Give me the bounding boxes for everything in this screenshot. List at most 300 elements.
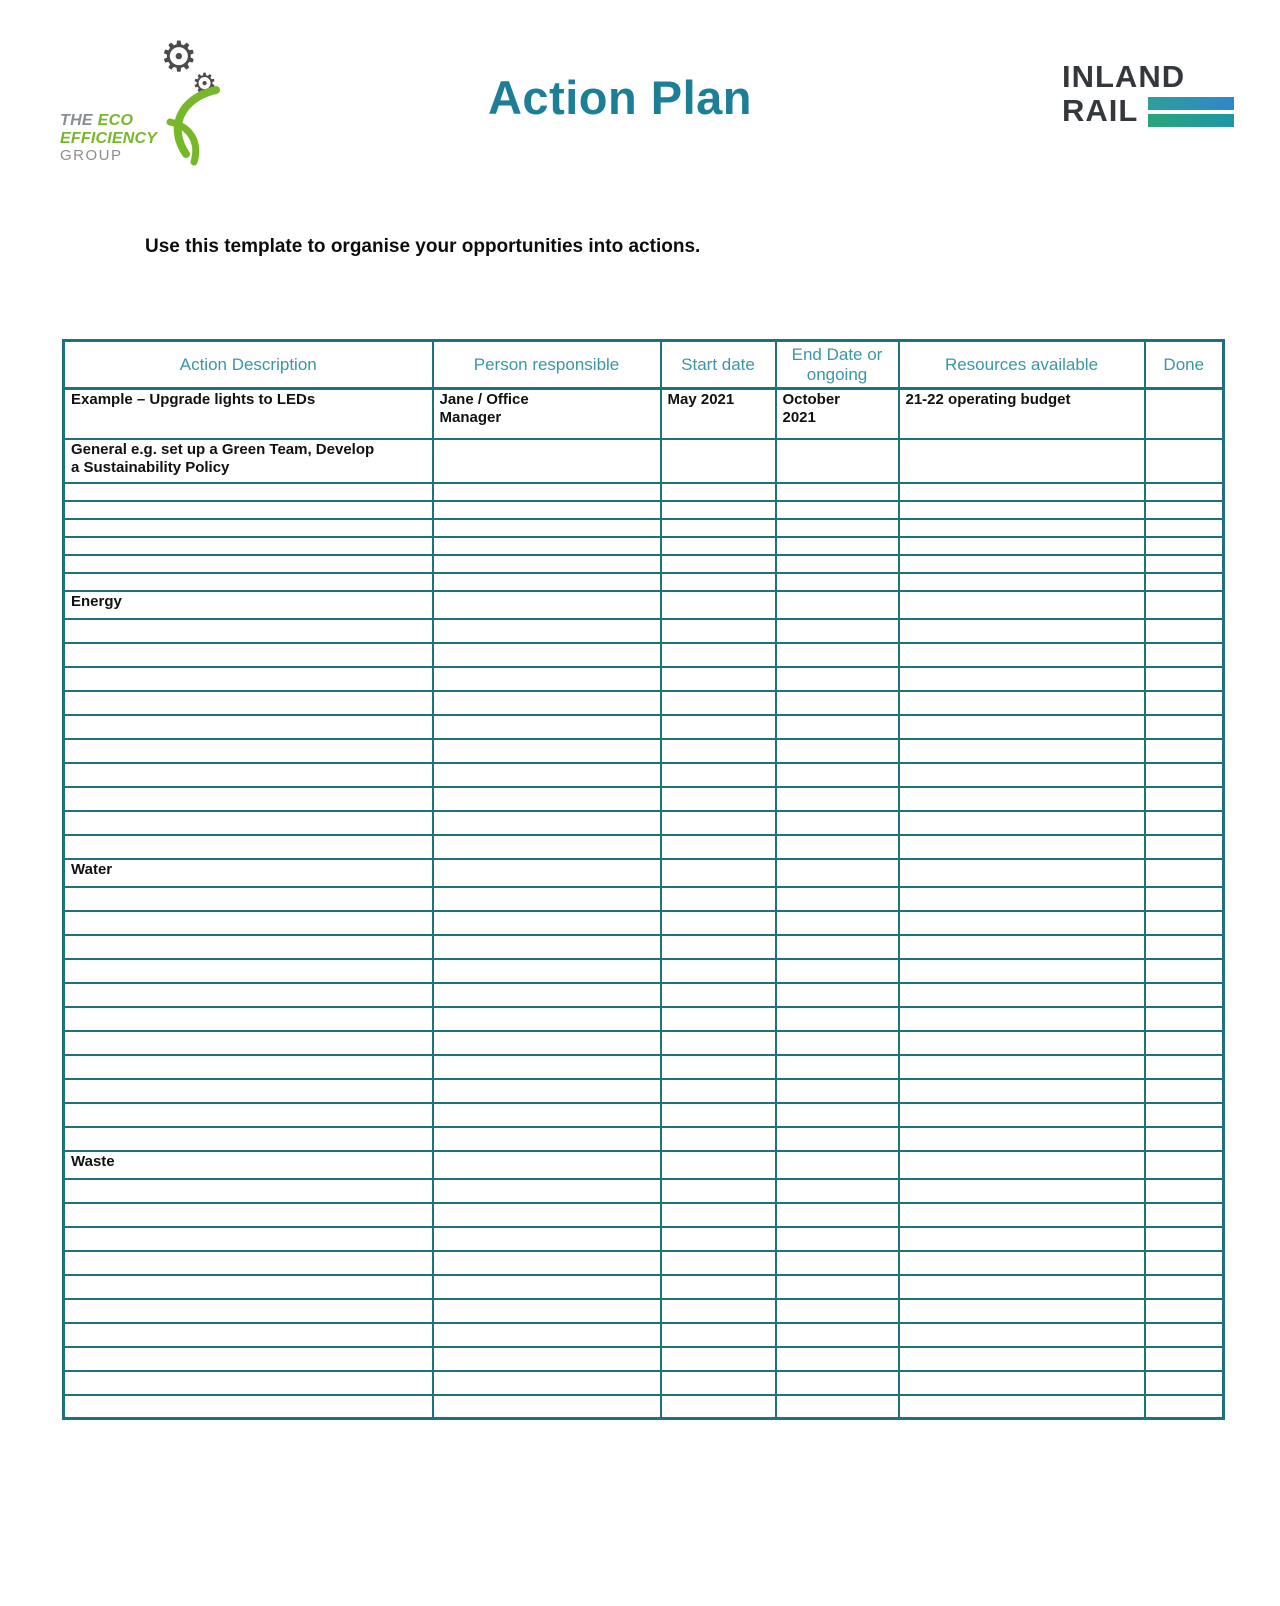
example-row — [64, 389, 1224, 439]
empty-cell — [899, 983, 1145, 1007]
empty-cell — [776, 1079, 899, 1103]
empty-cell — [776, 1323, 899, 1347]
empty-cell — [661, 715, 776, 739]
general-action-text: General e.g. set up a Green Team, Develop a Sustainability Policy — [71, 440, 375, 476]
empty-cell — [899, 763, 1145, 787]
empty-cell — [1145, 1299, 1224, 1323]
section-label-waste: Waste — [64, 1151, 433, 1179]
empty-cell — [661, 1007, 776, 1031]
empty-cell — [433, 483, 661, 501]
empty-cell — [433, 1179, 661, 1203]
empty-cell — [899, 811, 1145, 835]
empty-cell — [433, 1007, 661, 1031]
empty-cell — [661, 1227, 776, 1251]
empty-cell — [1145, 787, 1224, 811]
empty-cell — [661, 667, 776, 691]
empty-cell — [661, 1395, 776, 1419]
empty-cell — [661, 739, 776, 763]
empty-cell — [661, 1371, 776, 1395]
table-row — [64, 573, 1224, 591]
table-row — [64, 1347, 1224, 1371]
empty-cell — [1145, 483, 1224, 501]
empty-cell — [1145, 555, 1224, 573]
empty-cell — [661, 483, 776, 501]
inland-rail-bars-icon — [1148, 97, 1234, 127]
empty-cell — [433, 619, 661, 643]
empty-cell — [776, 643, 899, 667]
empty-cell — [661, 591, 776, 619]
empty-cell — [64, 1179, 433, 1203]
eco-logo-group: GROUP — [60, 146, 123, 164]
empty-cell — [776, 763, 899, 787]
empty-cell — [64, 1251, 433, 1275]
empty-cell — [64, 1103, 433, 1127]
empty-cell — [899, 887, 1145, 911]
empty-cell — [899, 1371, 1145, 1395]
column-header-end-date: End Date or ongoing — [776, 341, 899, 389]
inland-rail-bar-top — [1148, 97, 1234, 110]
empty-cell — [899, 715, 1145, 739]
empty-cell — [661, 959, 776, 983]
empty-cell — [433, 667, 661, 691]
empty-cell — [433, 555, 661, 573]
section-row-energy — [64, 591, 1224, 619]
empty-cell — [661, 691, 776, 715]
section-row-water — [64, 859, 1224, 887]
empty-cell — [64, 835, 433, 859]
empty-cell — [1145, 835, 1224, 859]
empty-cell — [433, 1323, 661, 1347]
empty-cell — [899, 1227, 1145, 1251]
empty-cell — [1145, 1323, 1224, 1347]
empty-cell — [433, 501, 661, 519]
empty-cell — [433, 691, 661, 715]
empty-cell — [899, 1151, 1145, 1179]
empty-cell — [899, 483, 1145, 501]
empty-cell — [776, 667, 899, 691]
empty-cell — [433, 1251, 661, 1275]
empty-cell — [433, 715, 661, 739]
empty-cell — [1145, 959, 1224, 983]
empty-cell — [899, 911, 1145, 935]
empty-cell — [433, 1203, 661, 1227]
instruction-text: Use this template to organise your opportunities into actions. — [145, 236, 701, 257]
empty-cell — [899, 439, 1145, 483]
table-row — [64, 1251, 1224, 1275]
table-row — [64, 887, 1224, 911]
empty-cell — [433, 1275, 661, 1299]
table-row — [64, 1227, 1224, 1251]
inland-rail-logo — [1062, 60, 1234, 128]
general-action-cell — [64, 439, 433, 483]
empty-cell — [776, 811, 899, 835]
empty-cell — [1145, 1227, 1224, 1251]
empty-cell — [64, 1323, 433, 1347]
empty-cell — [899, 591, 1145, 619]
empty-cell — [776, 1151, 899, 1179]
column-header-person-responsible: Person responsible — [433, 341, 661, 389]
empty-cell — [776, 1031, 899, 1055]
empty-cell — [64, 1007, 433, 1031]
empty-cell — [433, 983, 661, 1007]
empty-cell — [776, 911, 899, 935]
empty-cell — [899, 787, 1145, 811]
table-row — [64, 483, 1224, 501]
table-row — [64, 537, 1224, 555]
empty-cell — [661, 537, 776, 555]
empty-cell — [661, 1323, 776, 1347]
empty-cell — [1145, 1275, 1224, 1299]
empty-cell — [776, 573, 899, 591]
empty-cell — [433, 1127, 661, 1151]
empty-cell — [64, 715, 433, 739]
empty-cell — [1145, 691, 1224, 715]
empty-cell — [64, 983, 433, 1007]
empty-cell — [776, 1251, 899, 1275]
empty-cell — [661, 1127, 776, 1151]
empty-cell — [661, 1151, 776, 1179]
empty-cell — [1145, 935, 1224, 959]
empty-cell — [64, 537, 433, 555]
table-row — [64, 835, 1224, 859]
inland-rail-rail: RAIL — [1062, 93, 1139, 129]
empty-cell — [776, 537, 899, 555]
empty-cell — [1145, 667, 1224, 691]
empty-cell — [433, 859, 661, 887]
empty-cell — [433, 811, 661, 835]
empty-cell — [776, 959, 899, 983]
table-row — [64, 787, 1224, 811]
empty-cell — [64, 1203, 433, 1227]
empty-cell — [1145, 715, 1224, 739]
empty-cell — [1145, 1031, 1224, 1055]
empty-cell — [776, 1055, 899, 1079]
table-row — [64, 1055, 1224, 1079]
empty-cell — [1145, 439, 1224, 483]
empty-cell — [64, 911, 433, 935]
empty-cell — [433, 1299, 661, 1323]
table-row — [64, 911, 1224, 935]
empty-cell — [64, 1395, 433, 1419]
empty-cell — [1145, 537, 1224, 555]
empty-cell — [661, 859, 776, 887]
empty-cell — [1145, 1203, 1224, 1227]
empty-cell — [899, 1299, 1145, 1323]
empty-cell — [433, 1103, 661, 1127]
empty-cell — [433, 1151, 661, 1179]
empty-cell — [433, 1347, 661, 1371]
empty-cell — [661, 1031, 776, 1055]
table-row — [64, 1203, 1224, 1227]
empty-cell — [661, 555, 776, 573]
empty-cell — [1145, 983, 1224, 1007]
empty-cell — [661, 519, 776, 537]
empty-cell — [899, 1323, 1145, 1347]
empty-cell — [776, 691, 899, 715]
empty-cell — [776, 1179, 899, 1203]
empty-cell — [899, 501, 1145, 519]
empty-cell — [1145, 739, 1224, 763]
inland-rail-inland: INLAND — [1062, 59, 1186, 94]
empty-cell — [433, 911, 661, 935]
empty-cell — [899, 935, 1145, 959]
empty-cell — [433, 439, 661, 483]
empty-cell — [776, 1371, 899, 1395]
empty-cell — [661, 573, 776, 591]
table-row — [64, 1031, 1224, 1055]
inland-rail-bar-bottom — [1148, 114, 1234, 127]
empty-cell — [1145, 619, 1224, 643]
empty-cell — [899, 739, 1145, 763]
empty-cell — [433, 763, 661, 787]
empty-cell — [433, 519, 661, 537]
empty-cell — [433, 537, 661, 555]
empty-cell — [64, 1371, 433, 1395]
empty-cell — [1145, 1395, 1224, 1419]
empty-cell — [433, 1227, 661, 1251]
empty-cell — [661, 887, 776, 911]
table-row — [64, 667, 1224, 691]
empty-cell — [1145, 1151, 1224, 1179]
empty-cell — [899, 643, 1145, 667]
empty-cell — [776, 619, 899, 643]
empty-cell — [899, 1103, 1145, 1127]
table-row — [64, 739, 1224, 763]
table-row — [64, 935, 1224, 959]
table-row — [64, 691, 1224, 715]
column-header-action-description: Action Description — [64, 341, 433, 389]
empty-cell — [1145, 501, 1224, 519]
empty-cell — [661, 811, 776, 835]
empty-cell — [899, 959, 1145, 983]
empty-cell — [64, 1275, 433, 1299]
empty-cell — [64, 691, 433, 715]
table-row — [64, 1323, 1224, 1347]
empty-cell — [1145, 1055, 1224, 1079]
table-row — [64, 1395, 1224, 1419]
example-start-cell: May 2021 — [661, 389, 776, 439]
empty-cell — [776, 1347, 899, 1371]
table-header-row — [64, 341, 1224, 389]
empty-cell — [776, 1395, 899, 1419]
empty-cell — [64, 1127, 433, 1151]
empty-cell — [776, 935, 899, 959]
empty-cell — [899, 859, 1145, 887]
empty-cell — [661, 1079, 776, 1103]
empty-cell — [899, 619, 1145, 643]
empty-cell — [64, 643, 433, 667]
empty-cell — [899, 691, 1145, 715]
section-label-water: Water — [64, 859, 433, 887]
table-row — [64, 519, 1224, 537]
empty-cell — [899, 1179, 1145, 1203]
empty-cell — [776, 739, 899, 763]
table-row — [64, 983, 1224, 1007]
table-row — [64, 1079, 1224, 1103]
table-row — [64, 763, 1224, 787]
empty-cell — [899, 1007, 1145, 1031]
column-header-resources-available: Resources available — [899, 341, 1145, 389]
empty-cell — [899, 555, 1145, 573]
empty-cell — [776, 555, 899, 573]
empty-cell — [776, 787, 899, 811]
empty-cell — [899, 1127, 1145, 1151]
empty-cell — [661, 983, 776, 1007]
empty-cell — [776, 501, 899, 519]
empty-cell — [776, 483, 899, 501]
empty-cell — [64, 739, 433, 763]
empty-cell — [776, 1275, 899, 1299]
empty-cell — [661, 835, 776, 859]
empty-cell — [64, 573, 433, 591]
empty-cell — [1145, 911, 1224, 935]
empty-cell — [899, 537, 1145, 555]
empty-cell — [433, 1371, 661, 1395]
empty-cell — [433, 591, 661, 619]
empty-cell — [64, 787, 433, 811]
table-row — [64, 619, 1224, 643]
empty-cell — [661, 1103, 776, 1127]
empty-cell — [433, 1395, 661, 1419]
empty-cell — [433, 739, 661, 763]
empty-cell — [899, 1395, 1145, 1419]
example-person-cell — [433, 389, 661, 439]
example-resources-cell: 21-22 operating budget — [899, 389, 1145, 439]
empty-cell — [661, 1299, 776, 1323]
empty-cell — [1145, 573, 1224, 591]
empty-cell — [64, 959, 433, 983]
table-row — [64, 715, 1224, 739]
empty-cell — [1145, 1347, 1224, 1371]
empty-cell — [433, 835, 661, 859]
section-label-energy: Energy — [64, 591, 433, 619]
empty-cell — [64, 1227, 433, 1251]
empty-cell — [433, 573, 661, 591]
empty-cell — [776, 1299, 899, 1323]
empty-cell — [776, 1103, 899, 1127]
column-header-done: Done — [1145, 341, 1224, 389]
empty-cell — [1145, 1251, 1224, 1275]
empty-cell — [661, 619, 776, 643]
table-row — [64, 1007, 1224, 1031]
empty-cell — [776, 439, 899, 483]
table-row — [64, 1103, 1224, 1127]
empty-cell — [64, 519, 433, 537]
empty-cell — [661, 643, 776, 667]
table-row — [64, 555, 1224, 573]
empty-cell — [433, 887, 661, 911]
empty-cell — [776, 887, 899, 911]
empty-cell — [661, 763, 776, 787]
empty-cell — [661, 1251, 776, 1275]
empty-cell — [899, 835, 1145, 859]
table-row — [64, 1127, 1224, 1151]
empty-cell — [1145, 1079, 1224, 1103]
empty-cell — [64, 555, 433, 573]
empty-cell — [433, 1055, 661, 1079]
empty-cell — [899, 1055, 1145, 1079]
example-done-cell — [1145, 389, 1224, 439]
empty-cell — [776, 983, 899, 1007]
empty-cell — [64, 1299, 433, 1323]
empty-cell — [899, 667, 1145, 691]
empty-cell — [899, 1203, 1145, 1227]
empty-cell — [776, 1227, 899, 1251]
empty-cell — [899, 1251, 1145, 1275]
empty-cell — [661, 439, 776, 483]
empty-cell — [776, 1007, 899, 1031]
gear-icon: ⚙ — [160, 33, 198, 80]
section-row-waste — [64, 1151, 1224, 1179]
empty-cell — [899, 1347, 1145, 1371]
empty-cell — [661, 501, 776, 519]
empty-cell — [1145, 1007, 1224, 1031]
page-title: Action Plan — [487, 71, 753, 124]
table-row — [64, 959, 1224, 983]
empty-cell — [899, 1275, 1145, 1299]
empty-cell — [433, 643, 661, 667]
table-row — [64, 1275, 1224, 1299]
example-end-text: October 2021 — [782, 391, 841, 426]
general-row — [64, 439, 1224, 483]
empty-cell — [1145, 1371, 1224, 1395]
empty-cell — [433, 1031, 661, 1055]
eco-logo-efficiency: EFFICIENCY — [60, 129, 158, 147]
table-row — [64, 1179, 1224, 1203]
eco-logo-eco: ECO — [97, 112, 134, 129]
empty-cell — [1145, 643, 1224, 667]
empty-cell — [661, 1347, 776, 1371]
empty-cell — [433, 935, 661, 959]
empty-cell — [64, 1079, 433, 1103]
empty-cell — [661, 935, 776, 959]
empty-cell — [776, 519, 899, 537]
empty-cell — [1145, 1127, 1224, 1151]
empty-cell — [64, 887, 433, 911]
empty-cell — [776, 835, 899, 859]
column-header-start-date: Start date — [661, 341, 776, 389]
example-end-cell — [776, 389, 899, 439]
empty-cell — [64, 811, 433, 835]
empty-cell — [64, 935, 433, 959]
empty-cell — [661, 1203, 776, 1227]
empty-cell — [1145, 591, 1224, 619]
empty-cell — [776, 715, 899, 739]
empty-cell — [64, 667, 433, 691]
empty-cell — [1145, 1179, 1224, 1203]
eco-logo-the: THE — [60, 112, 98, 129]
empty-cell — [899, 573, 1145, 591]
table-row — [64, 811, 1224, 835]
empty-cell — [64, 619, 433, 643]
table-row — [64, 1371, 1224, 1395]
empty-cell — [661, 787, 776, 811]
empty-cell — [661, 1055, 776, 1079]
empty-cell — [64, 763, 433, 787]
empty-cell — [64, 483, 433, 501]
example-action-cell: Example – Upgrade lights to LEDs — [64, 389, 433, 439]
empty-cell — [64, 1347, 433, 1371]
table-row — [64, 643, 1224, 667]
empty-cell — [1145, 887, 1224, 911]
empty-cell — [433, 1079, 661, 1103]
empty-cell — [1145, 1103, 1224, 1127]
empty-cell — [899, 1031, 1145, 1055]
empty-cell — [661, 911, 776, 935]
empty-cell — [899, 519, 1145, 537]
gear-icon: ⚙ — [192, 68, 218, 99]
empty-cell — [64, 1055, 433, 1079]
